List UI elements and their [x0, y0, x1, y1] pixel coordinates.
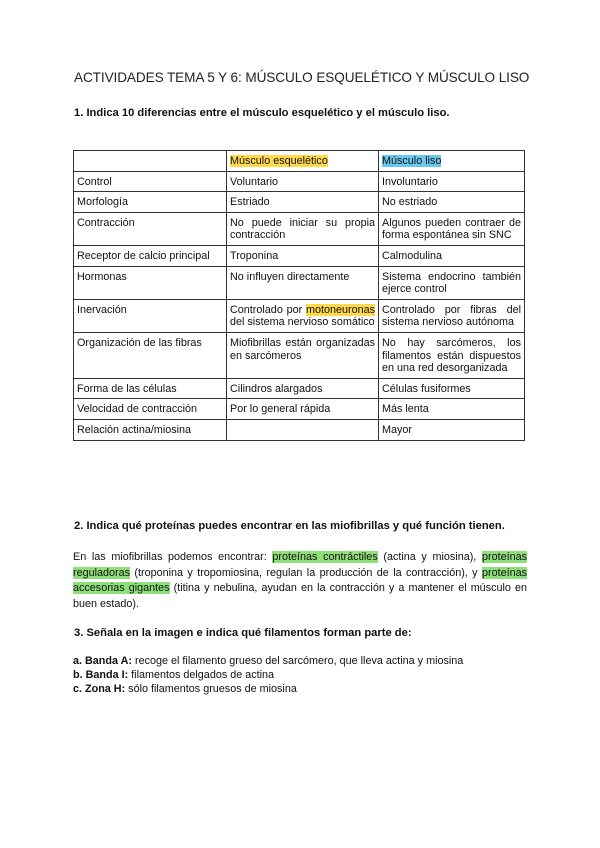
document-title: ACTIVIDADES TEMA 5 Y 6: MÚSCULO ESQUELÉTICO Y MÚSCULO LISO: [74, 70, 530, 85]
smooth-value: Células fusiformes: [379, 378, 525, 399]
table-row: [74, 171, 525, 192]
row-label: Morfología: [74, 192, 227, 213]
answer-2-text: (troponina y tropomiosina, regulan la producción de la contracción), y: [130, 566, 482, 579]
answer-2-paragraph: [73, 550, 527, 612]
skeletal-value: No puede iniciar su propia contracción: [227, 212, 379, 245]
band-text: recoge el filamento grueso del sarcómero, que lleva actina y miosina: [132, 655, 464, 667]
answer-2-text: En las miofibrillas podemos encontrar:: [73, 551, 273, 563]
band-label: b. Banda I:: [73, 668, 129, 681]
smooth-value: No estriado: [379, 192, 525, 213]
table-row: [74, 266, 525, 299]
header-skeletal-cell: [227, 151, 379, 172]
skeletal-value-pre: Controlado por: [230, 303, 306, 316]
row-label: Organización de las fibras: [74, 332, 227, 378]
row-label: Inervación: [74, 299, 227, 332]
smooth-value: Más lenta: [379, 399, 525, 420]
row-label: Contracción: [74, 212, 227, 245]
skeletal-value: No influyen directamente: [227, 266, 379, 299]
band-text: sólo filamentos gruesos de miosina: [125, 682, 297, 695]
question-1: 1. Indica 10 diferencias entre el músculo esquelético y el músculo liso.: [74, 107, 450, 119]
smooth-value: Mayor: [379, 419, 525, 440]
skeletal-value: Troponina: [227, 245, 379, 266]
answer-2-text: (titina y nebulina, ayudan en la contracción y a mantener el músculo en buen estado).: [73, 582, 527, 610]
table-row: [74, 192, 525, 213]
smooth-value: Controlado por fibras del sistema nervioso autónoma: [379, 299, 525, 332]
question-2: 2. Indica qué proteínas puedes encontrar en las miofibrillas y qué función tienen.: [74, 520, 505, 532]
smooth-value: Involuntario: [379, 171, 525, 192]
table-row: [74, 299, 525, 332]
highlight-regulatory: proteínas reguladoras: [73, 551, 528, 579]
list-item: [73, 683, 527, 697]
row-label: Receptor de calcio principal: [74, 245, 227, 266]
table-header-row: [74, 151, 525, 172]
answer-2-text: (actina y miosina),: [377, 551, 482, 563]
table-row: [74, 399, 525, 420]
row-label: Velocidad de contracción: [74, 399, 227, 420]
question-3: 3. Señala en la imagen e indica qué filamentos forman parte de:: [74, 627, 412, 639]
skeletal-value: [227, 419, 379, 440]
skeletal-value: Voluntario: [227, 171, 379, 192]
row-label: Forma de las células: [74, 378, 227, 399]
smooth-value: Calmodulina: [379, 245, 525, 266]
list-item: [73, 669, 527, 683]
band-text: filamentos delgados de actina: [128, 668, 275, 681]
highlight-contractile: proteínas contráctiles: [272, 551, 378, 563]
header-smooth-label: Músculo liso: [382, 155, 442, 167]
motoneuronas-highlight: motoneuronas: [305, 303, 375, 316]
smooth-value: Sistema endocrino también ejerce control: [379, 266, 525, 299]
row-label: Relación actina/miosina: [74, 419, 227, 440]
skeletal-value-post: del sistema nervioso somático: [230, 316, 375, 329]
smooth-value: No hay sarcómeros, los filamentos están dispuestos en una red desorganizada: [379, 332, 525, 378]
header-smooth-cell: [379, 151, 525, 172]
skeletal-value: Miofibrillas están organizadas en sarcómeros: [227, 332, 379, 378]
list-item: [73, 655, 527, 669]
header-empty-cell: [74, 151, 227, 172]
skeletal-value: Cilindros alargados: [227, 378, 379, 399]
smooth-value: Algunos pueden contraer de forma espontánea sin SNC: [379, 212, 525, 245]
table-row: [74, 212, 525, 245]
band-label: a. Banda A:: [73, 655, 132, 667]
skeletal-value: Estriado: [227, 192, 379, 213]
band-label: c. Zona H:: [73, 682, 126, 695]
skeletal-value: Por lo general rápida: [227, 399, 379, 420]
bands-list: [73, 655, 527, 696]
comparison-table: [73, 150, 525, 441]
skeletal-value: [227, 299, 379, 332]
row-label: Control: [74, 171, 227, 192]
header-skeletal-label: Músculo esquelético: [230, 155, 328, 167]
row-label: Hormonas: [74, 266, 227, 299]
table-row: [74, 419, 525, 440]
table-row: [74, 332, 525, 378]
table-row: [74, 245, 525, 266]
highlight-accessory: proteínas accesorias gigantes: [73, 566, 527, 595]
table-row: [74, 378, 525, 399]
